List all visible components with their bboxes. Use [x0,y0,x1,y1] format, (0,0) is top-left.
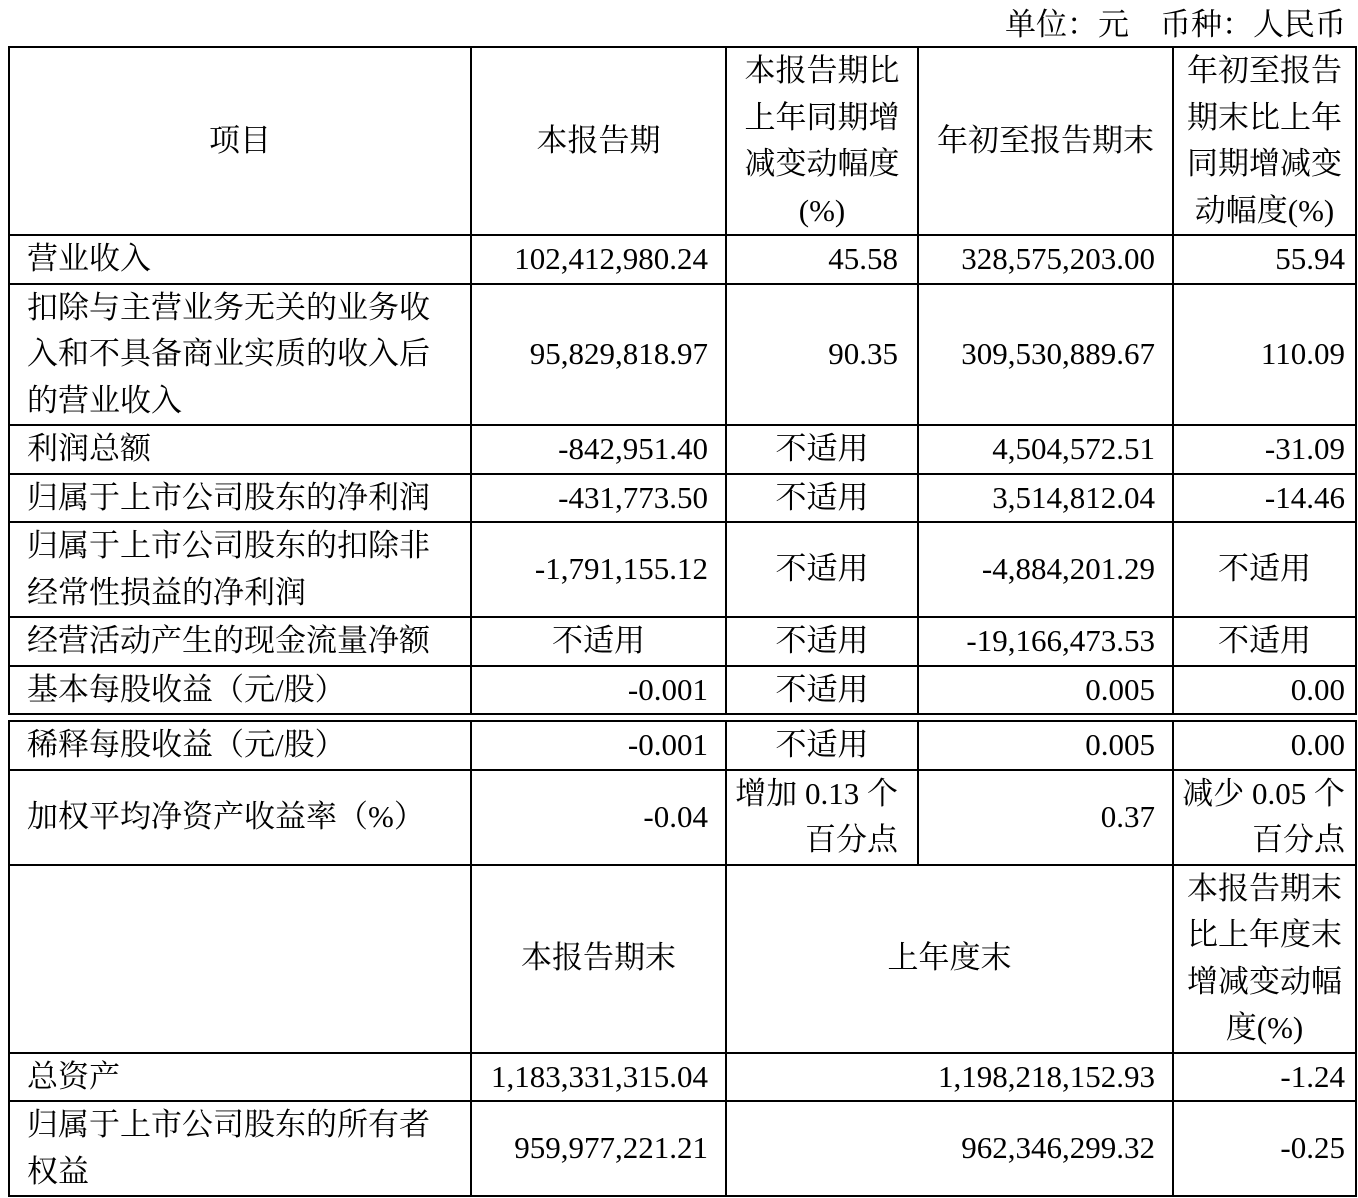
cell-year-to-date-change: 不适用 [1173,522,1356,617]
cell-line: 百分点 [805,822,898,857]
financial-data-table-part-2 [8,720,1357,1197]
header-item: 项目 [9,47,471,235]
header-year-to-date-change [1173,47,1356,235]
cell-period-end: 959,977,221.21 [471,1101,726,1196]
cell-current-period: 102,412,980.24 [471,235,726,284]
table-row [9,235,1356,284]
cell-year-to-date-change: -31.09 [1173,425,1356,474]
cell-current-period: 95,829,818.97 [471,284,726,426]
cell-current-period: -0.04 [471,770,726,865]
row-label: 稀释每股收益（元/股） [9,721,471,770]
cell-year-to-date: -19,166,473.53 [918,617,1173,666]
header-current-period: 本报告期 [471,47,726,235]
balance-header-empty-cell [9,865,471,1053]
header-row [9,47,1356,235]
cell-year-to-date: 4,504,572.51 [918,425,1173,474]
cell-year-to-date-change [1173,770,1356,865]
table-row [9,474,1356,523]
table-row [9,1053,1356,1102]
cell-line: 百分点 [1252,822,1345,857]
header-period-end: 本报告期末 [471,865,726,1053]
row-label: 归属于上市公司股东的净利润 [9,474,471,523]
financial-data-table-part-1 [8,46,1357,715]
row-label-line: 经常性损益的净利润 [27,574,306,610]
cell-prior-year-end: 962,346,299.32 [726,1101,1173,1196]
table-row [9,284,1356,426]
row-label: 营业收入 [9,235,471,284]
cell-current-period: 不适用 [471,617,726,666]
header-line: 期末比上年 [1187,99,1342,135]
header-year-to-date: 年初至报告期末 [918,47,1173,235]
cell-current-period: -1,791,155.12 [471,522,726,617]
cell-current-period: -842,951.40 [471,425,726,474]
cell-line: 增加 0.13 个 [735,775,898,811]
table-row [9,666,1356,715]
cell-year-to-date: 309,530,889.67 [918,284,1173,426]
row-label: 利润总额 [9,425,471,474]
table-row [9,522,1356,617]
row-label-line: 扣除与主营业务无关的业务收 [27,289,430,325]
row-label-line: 的营业收入 [27,382,182,418]
header-line: 同期增减变 [1187,146,1342,181]
cell-year-to-date: 0.005 [918,721,1173,770]
row-label [9,284,471,426]
header-balance-change [1173,865,1356,1053]
table-row [9,770,1356,865]
header-line: 减变动幅度 [744,146,900,181]
cell-prior-year-end: 1,198,218,152.93 [726,1053,1173,1102]
header-line: 本报告期比 [744,53,900,88]
cell-year-to-date: 3,514,812.04 [918,474,1173,523]
cell-year-to-date: 328,575,203.00 [918,235,1173,284]
cell-year-to-date-change: 0.00 [1173,666,1356,715]
row-label: 基本每股收益（元/股） [9,666,471,715]
cell-current-period-change: 不适用 [726,522,918,617]
table-row [9,1101,1356,1196]
cell-current-period-change [726,770,918,865]
cell-current-period: -0.001 [471,666,726,715]
cell-current-period: -431,773.50 [471,474,726,523]
header-prior-year-end: 上年度末 [726,865,1173,1053]
cell-period-end: 1,183,331,315.04 [471,1053,726,1102]
cell-current-period-change: 不适用 [726,425,918,474]
cell-year-to-date-change: 不适用 [1173,617,1356,666]
table-row [9,721,1356,770]
row-label: 经营活动产生的现金流量净额 [9,617,471,666]
cell-current-period-change: 45.58 [726,235,918,284]
cell-line: 减少 0.05 个 [1182,775,1345,811]
cell-current-period-change: 不适用 [726,474,918,523]
header-line: 比上年度末 [1187,917,1342,952]
cell-current-period-change: 不适用 [726,617,918,666]
row-label-line: 权益 [27,1153,89,1189]
cell-year-to-date-change: -14.46 [1173,474,1356,523]
table-row [9,425,1356,474]
header-line: 度(%) [1225,1010,1304,1045]
row-label: 加权平均净资产收益率（%） [9,770,471,865]
header-line: 上年同期增 [744,99,900,135]
header-line: 增减变动幅 [1187,963,1342,999]
cell-year-to-date: 0.37 [918,770,1173,865]
row-label: 总资产 [9,1053,471,1102]
cell-year-to-date-change: 0.00 [1173,721,1356,770]
cell-current-period-change: 90.35 [726,284,918,426]
cell-balance-change: -1.24 [1173,1053,1356,1102]
cell-year-to-date-change: 110.09 [1173,284,1356,426]
cell-current-period: -0.001 [471,721,726,770]
header-line: 本报告期末 [1187,870,1342,906]
unit-currency-note: 单位：元 币种：人民币 [1005,7,1346,42]
row-label [9,1101,471,1196]
cell-balance-change: -0.25 [1173,1101,1356,1196]
header-line: 动幅度(%) [1194,192,1335,228]
cell-year-to-date: -4,884,201.29 [918,522,1173,617]
balance-header-row [9,865,1356,1053]
header-current-period-change [726,47,918,235]
table-row [9,617,1356,666]
header-line: (%) [798,192,846,228]
header-line: 年初至报告 [1187,53,1342,88]
row-label-line: 归属于上市公司股东的所有者 [27,1107,430,1142]
row-label-line: 归属于上市公司股东的扣除非 [27,528,430,563]
cell-year-to-date-change: 55.94 [1173,235,1356,284]
cell-year-to-date: 0.005 [918,666,1173,715]
row-label-line: 入和不具备商业实质的收入后 [27,336,430,371]
cell-current-period-change: 不适用 [726,666,918,715]
cell-current-period-change: 不适用 [726,721,918,770]
row-label [9,522,471,617]
